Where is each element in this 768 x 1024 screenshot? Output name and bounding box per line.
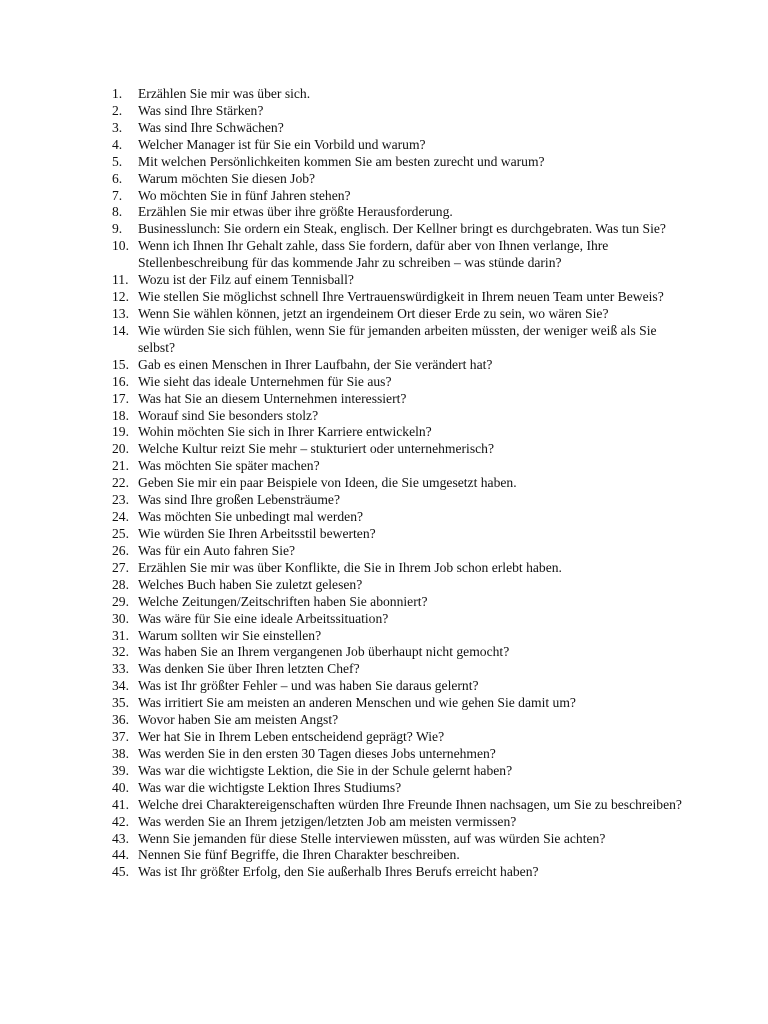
question-number: 22. <box>112 475 129 491</box>
question-text: Was denken Sie über Ihren letzten Chef? <box>138 661 360 677</box>
question-text: Erzählen Sie mir etwas über ihre größte Herausforderung. <box>138 204 453 220</box>
question-number: 7. <box>112 187 123 203</box>
question-number: 42. <box>112 813 129 829</box>
question-number: 37. <box>112 729 129 745</box>
question-text: Welche Kultur reizt Sie mehr – stukturiert oder unternehmerisch? <box>138 441 494 457</box>
question-text: Was irritiert Sie am meisten an anderen Menschen und wie gehen Sie damit um? <box>138 695 576 711</box>
question-text: Welcher Manager ist für Sie ein Vorbild und warum? <box>138 136 426 152</box>
list-item <box>112 628 692 645</box>
list-item <box>112 594 692 611</box>
list-item <box>112 391 692 408</box>
list-item <box>112 492 692 509</box>
list-item <box>112 103 692 120</box>
list-item <box>112 526 692 543</box>
question-text: Was hat Sie an diesem Unternehmen interessiert? <box>138 390 407 406</box>
list-item <box>112 408 692 425</box>
question-number: 24. <box>112 509 129 525</box>
list-item <box>112 577 692 594</box>
question-text: Warum sollten wir Sie einstellen? <box>138 627 322 643</box>
question-text: Was möchten Sie unbedingt mal werden? <box>138 509 364 525</box>
question-text: Was werden Sie in den ersten 30 Tagen dieses Jobs unternehmen? <box>138 745 496 761</box>
list-item <box>112 611 692 628</box>
question-text: Wenn ich Ihnen Ihr Gehalt zahle, dass Sie fordern, dafür aber von Ihnen verlange, Ihre Stellenbeschreibung für das kommende Jahr zu schreiben – was stünde darin? <box>138 238 609 271</box>
list-item <box>112 272 692 289</box>
question-number: 1. <box>112 86 123 101</box>
question-number: 25. <box>112 525 129 541</box>
question-text: Wie würden Sie sich fühlen, wenn Sie für jemanden arbeiten müssten, der weniger weiß als Sie selbst? <box>138 322 657 355</box>
question-number: 35. <box>112 695 129 711</box>
question-text: Nennen Sie fünf Begriffe, die Ihren Charakter beschreiben. <box>138 847 460 863</box>
list-item <box>112 120 692 137</box>
question-text: Welche drei Charaktereigenschaften würden Ihre Freunde Ihnen nachsagen, um Sie zu beschreiben? <box>138 796 682 812</box>
question-number: 12. <box>112 289 129 305</box>
question-text: Gab es einen Menschen in Ihrer Laufbahn, der Sie verändert hat? <box>138 356 493 372</box>
question-text: Wozu ist der Filz auf einem Tennisball? <box>138 272 354 288</box>
question-number: 28. <box>112 576 129 592</box>
list-item <box>112 289 692 306</box>
list-item <box>112 86 692 103</box>
list-item <box>112 204 692 221</box>
question-text: Was sind Ihre Schwächen? <box>138 119 284 135</box>
question-text: Wenn Sie wählen können, jetzt an irgendeinem Ort dieser Erde zu sein, wo wären Sie? <box>138 305 609 321</box>
list-item <box>112 780 692 797</box>
list-item <box>112 797 692 814</box>
question-number: 10. <box>112 238 129 254</box>
list-item <box>112 171 692 188</box>
question-number: 2. <box>112 102 123 118</box>
list-item <box>112 712 692 729</box>
list-item <box>112 374 692 391</box>
list-item <box>112 543 692 560</box>
question-text: Was war die wichtigste Lektion Ihres Studiums? <box>138 779 402 795</box>
list-item <box>112 221 692 238</box>
question-number: 38. <box>112 745 129 761</box>
list-item <box>112 847 692 864</box>
question-number: 15. <box>112 356 129 372</box>
list-item <box>112 729 692 746</box>
list-item <box>112 188 692 205</box>
question-text: Was sind Ihre großen Lebensträume? <box>138 492 340 508</box>
question-number: 16. <box>112 373 129 389</box>
list-item <box>112 424 692 441</box>
question-text: Was ist Ihr größter Erfolg, den Sie außerhalb Ihres Berufs erreicht haben? <box>138 864 539 880</box>
question-number: 17. <box>112 390 129 406</box>
list-item <box>112 763 692 780</box>
question-text: Was wäre für Sie eine ideale Arbeitssituation? <box>138 610 389 626</box>
question-number: 5. <box>112 153 123 169</box>
question-text: Was werden Sie an Ihrem jetzigen/letzten Job am meisten vermissen? <box>138 813 517 829</box>
question-text: Wenn Sie jemanden für diese Stelle interviewen müssten, auf was würden Sie achten? <box>138 830 606 846</box>
question-text: Erzählen Sie mir was über sich. <box>138 86 311 101</box>
question-text: Mit welchen Persönlichkeiten kommen Sie am besten zurecht und warum? <box>138 153 545 169</box>
list-item <box>112 475 692 492</box>
list-item <box>112 357 692 374</box>
question-number: 4. <box>112 136 123 152</box>
question-text: Wie würden Sie Ihren Arbeitsstil bewerten? <box>138 525 376 541</box>
list-item <box>112 644 692 661</box>
question-number: 40. <box>112 779 129 795</box>
list-item <box>112 154 692 171</box>
question-text: Businesslunch: Sie ordern ein Steak, englisch. Der Kellner bringt es durchgebraten. Was tun Sie? <box>138 221 666 237</box>
question-number: 20. <box>112 441 129 457</box>
list-item <box>112 814 692 831</box>
question-text: Was haben Sie an Ihrem vergangenen Job überhaupt nicht gemocht? <box>138 644 510 660</box>
question-text: Wie sieht das ideale Unternehmen für Sie aus? <box>138 373 392 389</box>
question-number: 41. <box>112 796 129 812</box>
question-number: 8. <box>112 204 123 220</box>
question-text: Welche Zeitungen/Zeitschriften haben Sie abonniert? <box>138 593 428 609</box>
list-item <box>112 441 692 458</box>
question-number: 27. <box>112 559 129 575</box>
question-number: 14. <box>112 322 129 338</box>
list-item <box>112 831 692 848</box>
question-number: 26. <box>112 542 129 558</box>
question-text: Warum möchten Sie diesen Job? <box>138 170 316 186</box>
list-item <box>112 678 692 695</box>
question-number: 11. <box>112 272 129 288</box>
question-text: Was für ein Auto fahren Sie? <box>138 542 296 558</box>
question-text: Wohin möchten Sie sich in Ihrer Karriere entwickeln? <box>138 424 432 440</box>
list-item <box>112 137 692 154</box>
question-number: 39. <box>112 762 129 778</box>
question-number: 13. <box>112 305 129 321</box>
question-text: Wovor haben Sie am meisten Angst? <box>138 712 339 728</box>
list-item <box>112 560 692 577</box>
question-number: 34. <box>112 678 129 694</box>
list-item <box>112 323 692 357</box>
question-number: 33. <box>112 661 129 677</box>
list-item <box>112 238 692 272</box>
question-number: 19. <box>112 424 129 440</box>
question-number: 29. <box>112 593 129 609</box>
question-text: Was war die wichtigste Lektion, die Sie in der Schule gelernt haben? <box>138 762 513 778</box>
question-number: 3. <box>112 119 123 135</box>
list-item <box>112 509 692 526</box>
question-text: Worauf sind Sie besonders stolz? <box>138 407 319 423</box>
question-text: Was möchten Sie später machen? <box>138 458 320 474</box>
question-text: Wer hat Sie in Ihrem Leben entscheidend geprägt? Wie? <box>138 729 445 745</box>
question-number: 18. <box>112 407 129 423</box>
list-item <box>112 458 692 475</box>
question-number: 23. <box>112 492 129 508</box>
question-text: Was ist Ihr größter Fehler – und was haben Sie daraus gelernt? <box>138 678 479 694</box>
question-number: 32. <box>112 644 129 660</box>
question-number: 6. <box>112 170 123 186</box>
question-number: 21. <box>112 458 129 474</box>
question-number: 30. <box>112 610 129 626</box>
question-text: Welches Buch haben Sie zuletzt gelesen? <box>138 576 363 592</box>
question-number: 43. <box>112 830 129 846</box>
question-number: 44. <box>112 847 129 863</box>
list-item <box>112 864 692 881</box>
question-number: 36. <box>112 712 129 728</box>
question-text: Was sind Ihre Stärken? <box>138 102 264 118</box>
list-item <box>112 661 692 678</box>
question-text: Wo möchten Sie in fünf Jahren stehen? <box>138 187 351 203</box>
question-text: Wie stellen Sie möglichst schnell Ihre Vertrauenswürdigkeit in Ihrem neuen Team unter Beweis? <box>138 289 664 305</box>
question-text: Geben Sie mir ein paar Beispiele von Ideen, die Sie umgesetzt haben. <box>138 475 517 491</box>
question-number: 9. <box>112 221 123 237</box>
list-item <box>112 306 692 323</box>
list-item <box>112 695 692 712</box>
question-list <box>112 86 692 881</box>
question-number: 45. <box>112 864 129 880</box>
list-item <box>112 746 692 763</box>
question-text: Erzählen Sie mir was über Konflikte, die Sie in Ihrem Job schon erlebt haben. <box>138 559 562 575</box>
question-number: 31. <box>112 627 129 643</box>
